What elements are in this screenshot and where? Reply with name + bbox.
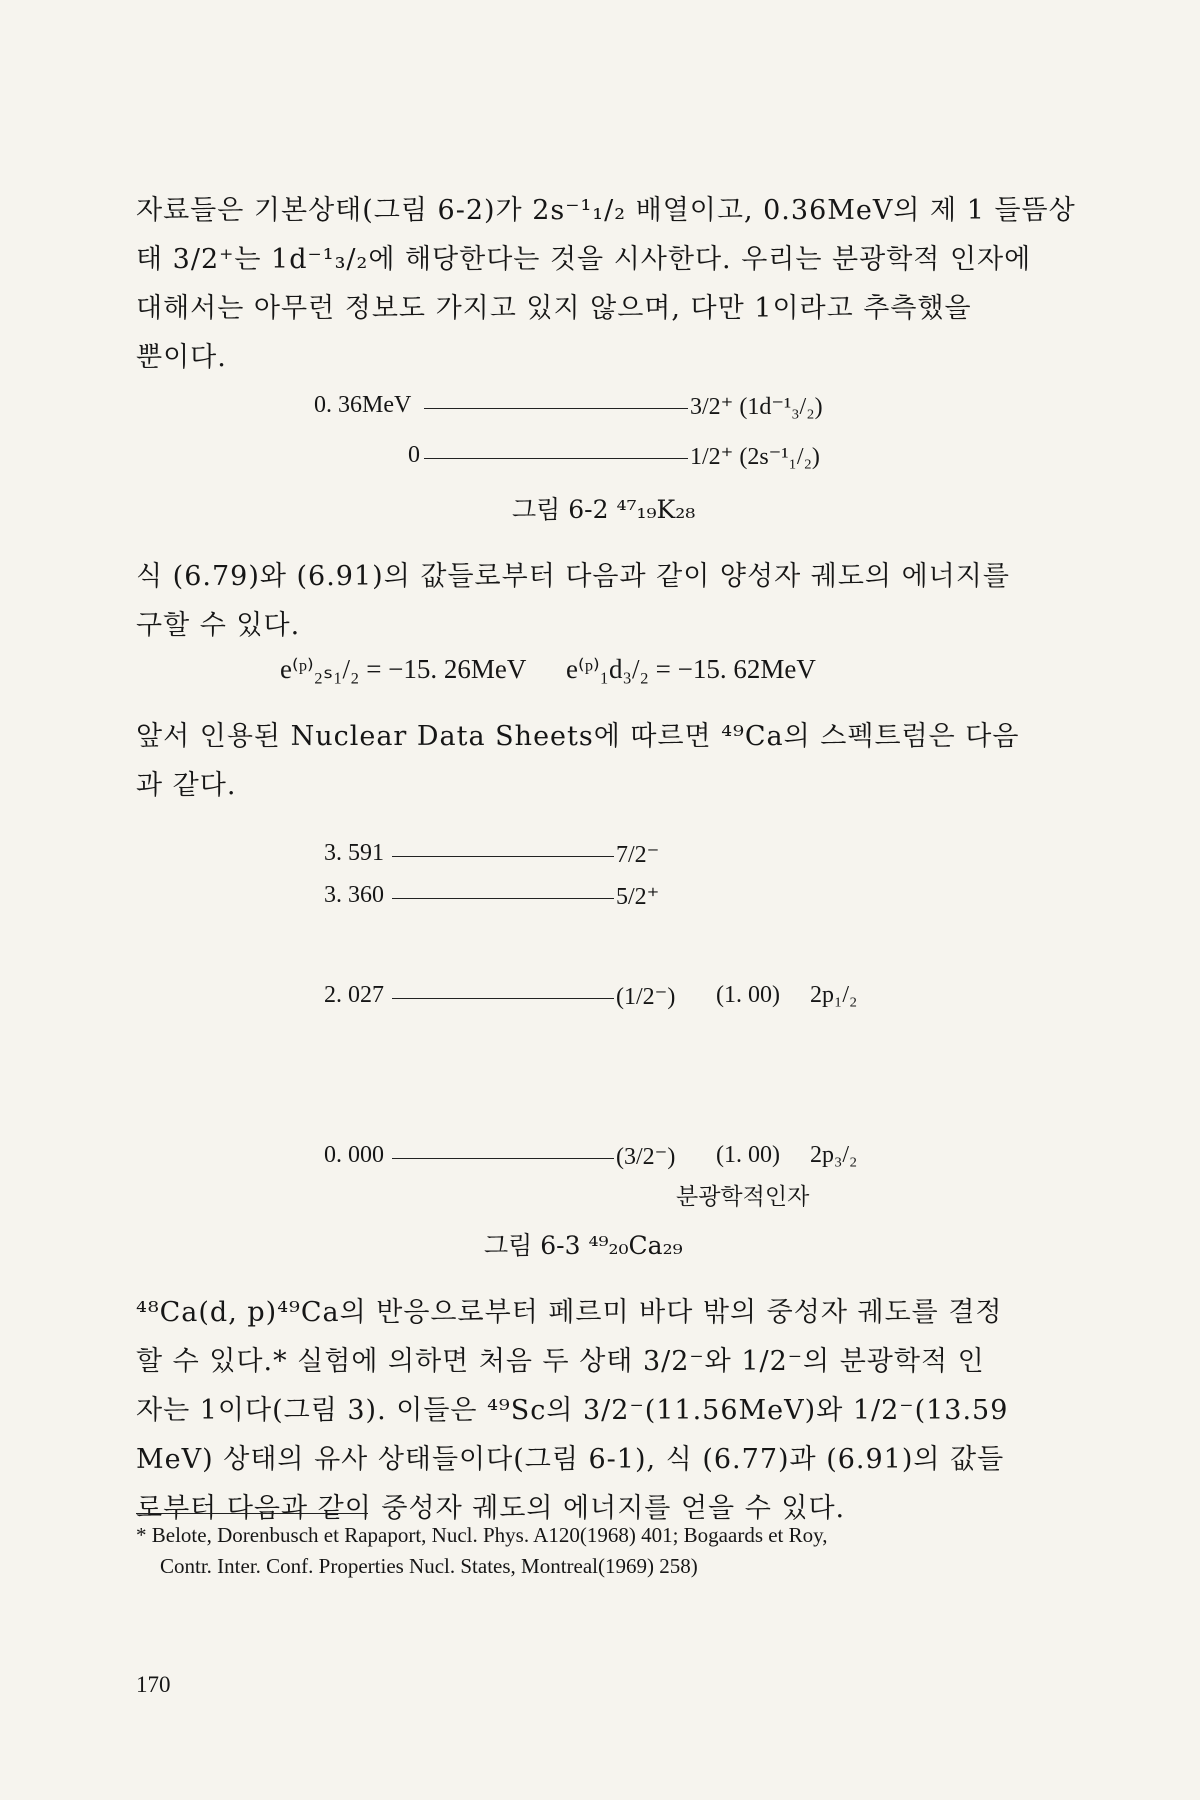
text-line: 대해서는 아무런 정보도 가지고 있지 않으며, 다만 1이라고 추측했을	[136, 293, 972, 324]
level-energy: 3. 360	[324, 882, 384, 908]
level-energy: 2. 027	[324, 982, 384, 1008]
level-energy: 0	[408, 442, 420, 468]
text-line: 구할 수 있다.	[136, 610, 301, 641]
footnote-line: Contr. Inter. Conf. Properties Nucl. States, Montreal(1969) 258)	[160, 1554, 698, 1578]
orbit-label: 2p₁/₂	[810, 982, 858, 1008]
level-state: (3/2⁻)	[616, 1144, 676, 1170]
equation: e⁽ᵖ⁾₁d₃/₂ = −15. 62MeV	[566, 654, 816, 684]
paragraph-1	[136, 186, 1076, 382]
energy-level-line	[392, 998, 614, 999]
energy-level-line	[424, 458, 688, 459]
text-line: 로부터 다음과 같이 중성자 궤도의 에너지를 얻을 수 있다.	[136, 1493, 846, 1524]
text-line: MeV) 상태의 유사 상태들이다(그림 6-1), 식 (6.77)과 (6.91)의 값들	[136, 1444, 1005, 1475]
level-energy: 0. 000	[324, 1142, 384, 1168]
spectroscopic-factor: (1. 00)	[716, 982, 780, 1008]
level-state: 1/2⁺ (2s⁻¹₁/₂)	[690, 444, 820, 470]
text-line: 과 같다.	[136, 770, 237, 801]
footnote-line: * Belote, Dorenbusch et Rapaport, Nucl. Phys. A120(1968) 401; Bogaards et Roy,	[136, 1523, 828, 1547]
level-energy: 0. 36MeV	[314, 392, 412, 418]
energy-level-line	[392, 898, 614, 899]
text-line: 할 수 있다.* 실험에 의하면 처음 두 상태 3/2⁻와 1/2⁻의 분광학적 인	[136, 1346, 985, 1377]
level-state: (1/2⁻)	[616, 984, 676, 1010]
text-line: 뿐이다.	[136, 342, 227, 373]
paragraph-2	[136, 552, 1016, 650]
figure-caption: 그림 6-3 ⁴⁹₂₀Ca₂₉	[484, 1231, 683, 1260]
text-line: ⁴⁸Ca(d, p)⁴⁹Ca의 반응으로부터 페르미 바다 밖의 중성자 궤도를 결정	[136, 1297, 1003, 1328]
text-line: 식 (6.79)와 (6.91)의 값들로부터 다음과 같이 양성자 궤도의 에너지를	[136, 561, 1010, 592]
energy-level-line	[392, 856, 614, 857]
equation: e⁽ᵖ⁾₂ₛ₁/₂ = −15. 26MeV	[280, 654, 527, 684]
footnote	[136, 1520, 1036, 1582]
paragraph-3	[136, 712, 1020, 810]
text-line: 앞서 인용된 Nuclear Data Sheets에 따르면 ⁴⁹Ca의 스펙트럼은 다음	[136, 721, 1020, 752]
level-energy: 3. 591	[324, 840, 384, 866]
figure-caption: 그림 6-2 ⁴⁷₁₉K₂₈	[512, 495, 696, 524]
factor-label: 분광학적인자	[676, 1184, 810, 1210]
level-state: 5/2⁺	[616, 884, 660, 910]
energy-level-line	[424, 408, 688, 409]
orbit-label: 2p₃/₂	[810, 1142, 858, 1168]
spectroscopic-factor: (1. 00)	[716, 1142, 780, 1168]
page-number: 170	[136, 1672, 171, 1697]
text-line: 자는 1이다(그림 3). 이들은 ⁴⁹Sc의 3/2⁻(11.56MeV)와 1/2⁻(13.59	[136, 1395, 1009, 1426]
paragraph-4	[136, 1288, 1016, 1533]
level-state: 3/2⁺ (1d⁻¹₃/₂)	[690, 394, 823, 420]
energy-level-line	[392, 1158, 614, 1159]
footnote-rule	[136, 1513, 368, 1514]
text-line: 태 3/2⁺는 1d⁻¹₃/₂에 해당한다는 것을 시사한다. 우리는 분광학적 인자에	[136, 244, 1032, 275]
level-state: 7/2⁻	[616, 842, 660, 868]
text-line: 자료들은 기본상태(그림 6-2)가 2s⁻¹₁/₂ 배열이고, 0.36MeV의 제 1 들뜸상	[136, 195, 1076, 226]
